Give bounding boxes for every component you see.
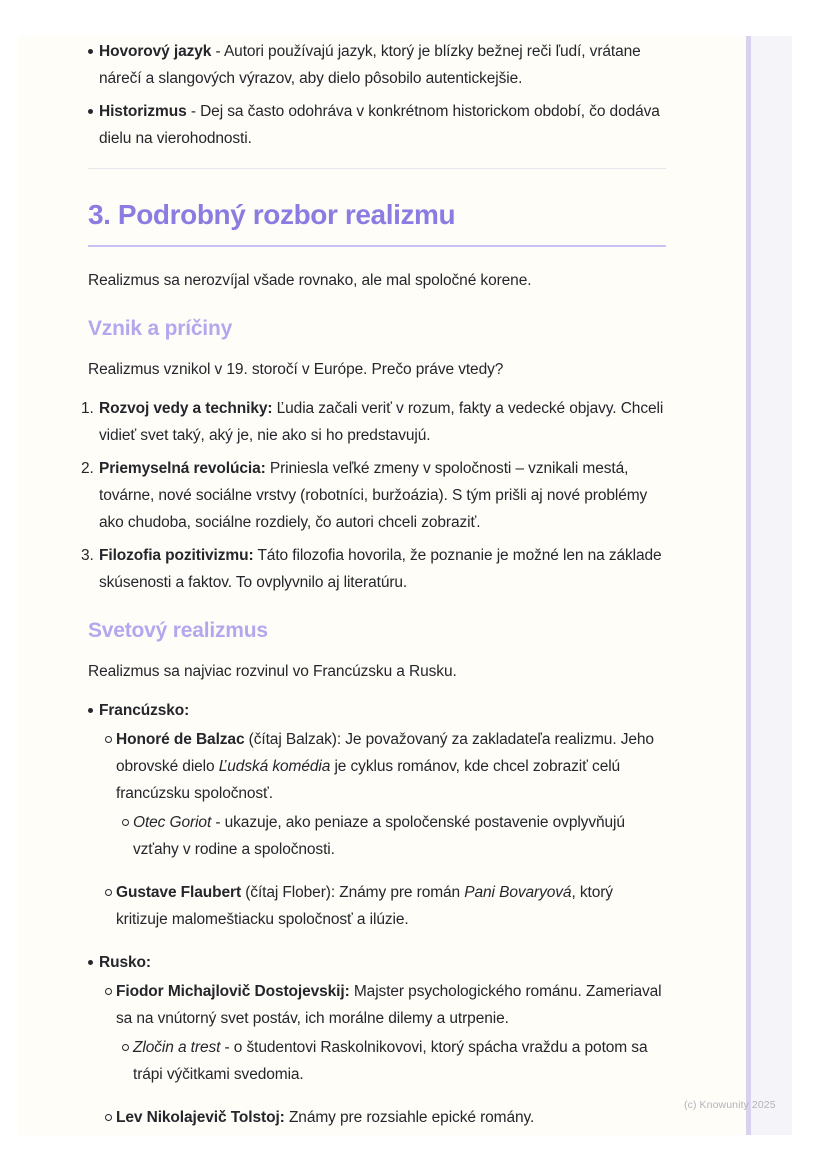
bullet-circle-icon <box>105 1104 116 1131</box>
list-item <box>81 395 666 449</box>
text-segment: - Dej sa často odohráva v konkrétnom historickom období, čo dodáva dielu na vierohodnosti. <box>99 103 660 147</box>
text-segment: Gustave Flaubert <box>116 884 242 901</box>
text-segment: Francúzsko: <box>99 702 190 719</box>
bullet-list <box>88 697 666 1131</box>
text-segment: Známy pre rozsiahle epické romány. <box>284 1109 535 1126</box>
text-segment: - o študentovi Raskolnikovovi, ktorý spácha vraždu a potom sa trápi výčitkami svedomia. <box>133 1039 648 1083</box>
text-segment: Lev Nikolajevič Tolstoj: <box>116 1109 285 1126</box>
list-item-text <box>99 455 666 536</box>
list-item <box>88 38 666 92</box>
circle-glyph <box>105 889 112 896</box>
list-item-text <box>116 1104 666 1131</box>
text-segment: Majster psychologického románu. Zameriaval sa na vnútorný svet postáv, ich morálne dilemy a utrpenie. <box>116 983 662 1027</box>
bullet-circle-icon <box>105 978 116 1032</box>
list-item <box>105 1104 666 1131</box>
ordered-list <box>81 395 666 596</box>
text-segment: Ľudia začali veriť v rozum, fakty a vedecké objavy. Chceli vidieť svet taký, aký je, nie ako si ho predstavujú. <box>99 400 664 444</box>
text-segment: - ukazuje, ako peniaze a spoločenské postavenie ovplyvňujú vzťahy v rodine a spoločnosti. <box>133 814 625 858</box>
text-segment: Rozvoj vedy a techniky: <box>99 400 273 417</box>
bullet-circle-icon <box>122 809 133 863</box>
circle-glyph <box>105 1114 112 1121</box>
text-segment: Pani Bovaryová <box>464 884 572 901</box>
section-divider <box>88 168 666 169</box>
paragraph: Realizmus sa nerozvíjal všade rovnako, ale mal spoločné korene. <box>88 272 532 289</box>
heading-1: 3. Podrobný rozbor realizmu <box>88 197 666 247</box>
list-item <box>81 542 666 596</box>
list-item <box>105 726 666 807</box>
text-segment: Táto filozofia hovorila, že poznanie je možné len na základe skúsenosti a faktov. To ovplyvnilo aj literatúru. <box>99 547 662 591</box>
text-segment: Priemyselná revolúcia: <box>99 460 266 477</box>
list-item-text <box>116 726 666 807</box>
text-segment: (čítaj Balzak): Je považovaný za zakladateľa realizmu. Jeho obrovské dielo <box>116 731 654 775</box>
text-segment: Ľudská komédia <box>218 758 331 775</box>
text-segment: Fiodor Michajlovič Dostojevskij: <box>116 983 350 1000</box>
document-page <box>18 36 746 1135</box>
heading-2: Vznik a príčiny <box>88 317 233 340</box>
circle-glyph <box>105 988 112 995</box>
list-number: 1. <box>81 400 94 417</box>
list-item-text <box>99 542 666 596</box>
list-item-text <box>116 879 666 933</box>
list-item <box>122 809 666 863</box>
list-item <box>88 98 666 152</box>
dot-glyph <box>88 708 93 713</box>
watermark: (c) Knowunity 2025 <box>684 1099 776 1111</box>
text-segment: Filozofia pozitivizmu: <box>99 547 254 564</box>
bullet-circle-icon <box>122 1034 133 1088</box>
list-item-text <box>99 98 666 152</box>
bullet-dot-icon <box>88 949 99 976</box>
circle-glyph <box>122 819 129 826</box>
text-segment: Historizmus <box>99 103 187 120</box>
dot-glyph <box>88 960 93 965</box>
list-item-text <box>133 809 666 863</box>
document-content <box>18 36 666 1131</box>
dot-glyph <box>88 49 93 54</box>
list-item-text <box>116 978 666 1032</box>
paragraph: Realizmus vznikol v 19. storočí v Európe. Prečo práve vtedy? <box>88 361 504 378</box>
list-item <box>105 879 666 933</box>
list-item-text <box>99 949 666 976</box>
text-segment: , ktorý kritizuje malomeštiacku spoločnosť a ilúzie. <box>116 884 613 928</box>
text-segment: - Autori používajú jazyk, ktorý je blízky bežnej reči ľudí, vrátane nárečí a slangových výrazov, aby dielo pôsobilo autentickejšie. <box>99 43 641 87</box>
list-item-text <box>133 1034 666 1088</box>
right-margin-strip <box>751 36 792 1135</box>
circle-glyph <box>122 1044 129 1051</box>
dot-glyph <box>88 109 93 114</box>
list-item <box>81 455 666 536</box>
bullet-dot-icon <box>88 697 99 724</box>
text-segment: Zločin a trest <box>133 1039 221 1056</box>
text-segment: (čítaj Flober): Známy pre román <box>241 884 465 901</box>
heading-2: Svetový realizmus <box>88 619 268 642</box>
bullet-list <box>88 38 666 152</box>
list-item-text <box>99 395 666 449</box>
circle-glyph <box>105 736 112 743</box>
list-item-text <box>99 38 666 92</box>
text-segment: je cyklus románov, kde chcel zobraziť celú francúzsku spoločnosť. <box>116 758 621 802</box>
paragraph: Realizmus sa najviac rozvinul vo Francúzsku a Rusku. <box>88 663 457 680</box>
text-segment: Hovorový jazyk <box>99 43 212 60</box>
list-item <box>122 1034 666 1088</box>
bullet-circle-icon <box>105 879 116 933</box>
bullet-dot-icon <box>88 38 99 92</box>
text-segment: Priniesla veľké zmeny v spoločnosti – vznikali mestá, továrne, nové sociálne vrstvy (robotníci, buržoázia). S tým prišli aj nové problémy ako chudoba, sociálne rozdiely, čo autori chceli zobraziť. <box>99 460 648 531</box>
text-segment: Otec Goriot <box>133 814 212 831</box>
text-segment: Rusko: <box>99 954 151 971</box>
list-number: 2. <box>81 460 94 477</box>
text-segment: Honoré de Balzac <box>116 731 245 748</box>
list-item <box>105 978 666 1032</box>
bullet-dot-icon <box>88 98 99 152</box>
list-number: 3. <box>81 547 94 564</box>
bullet-circle-icon <box>105 726 116 807</box>
list-item <box>88 949 666 976</box>
list-item-text <box>99 697 666 724</box>
list-item <box>88 697 666 724</box>
